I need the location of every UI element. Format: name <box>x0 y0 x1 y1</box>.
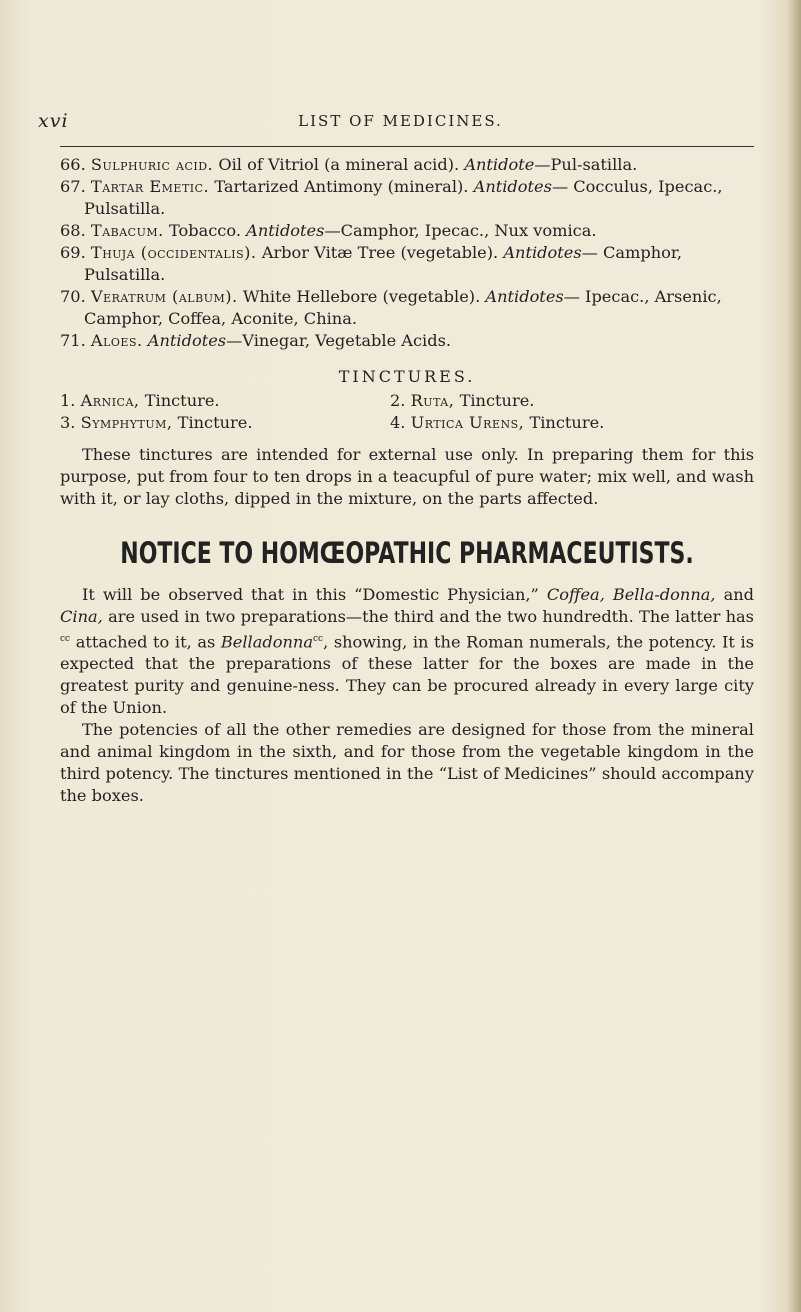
page-number: xvi <box>38 110 69 132</box>
tincture-item: 2. Ruta, Tincture. <box>390 391 535 410</box>
tincture-item: 3. Symphytum, Tincture. <box>60 413 253 432</box>
medicine-name: Aloes. <box>90 331 143 350</box>
header-rule <box>60 146 754 147</box>
page-header <box>0 108 801 134</box>
medicine-entry: 71. Aloes. Antidotes—Vinegar, Vegetable Acids. <box>60 331 452 350</box>
notice-paragraph-1: It will be observed that in this “Domestic Physician,” Coffea, Bella-donna, and Cina, are used in two preparations—the third and the two hundredth. The latter has $^{cc}$ attached to it, as Belladonna$^{cc}$, showing, in the Roman numerals, the potency. It is expected that the preparations of these latter for the boxes are made in the greatest purity and genuine-ness. They can be procured already in every large city of the Union. <box>60 585 755 718</box>
medicine-list <box>60 154 754 352</box>
medicine-entry: 70. Veratrum (album). White Hellebore (vegetable). Antidotes— Ipecac., Arsenic, Camphor, Coffea, Aconite, China. <box>60 287 722 328</box>
medicine-name: Veratrum (album). <box>90 287 238 306</box>
tincture-item: 1. Arnica, Tincture. <box>60 391 220 410</box>
notice-title: NOTICE TO HOMŒOPATHIC PHARMACEUTISTS. <box>120 537 694 572</box>
medicine-entry: 69. Thuja (occidentalis). Arbor Vitæ Tree (vegetable). Antidotes— Camphor, Pulsatilla. <box>60 243 683 284</box>
tinctures-list <box>60 390 754 434</box>
medicine-name: Tartar Emetic. <box>90 177 210 196</box>
medicine-entry: 67. Tartar Emetic. Tartarized Antimony (mineral). Antidotes— Cocculus, Ipecac., Pulsatilla. <box>60 177 723 218</box>
page-content <box>60 154 754 807</box>
medicine-entry: 68. Tabacum. Tobacco. Antidotes—Camphor, Ipecac., Nux vomica. <box>60 221 597 240</box>
medicine-name: Thuja (occidentalis). <box>90 243 257 262</box>
tincture-item: 4. Urtica Urens, Tincture. <box>390 413 605 432</box>
running-head: LIST OF MEDICINES. <box>298 112 503 130</box>
tinctures-heading: TINCTURES. <box>338 367 476 386</box>
potency-mark: cc <box>312 634 324 644</box>
page-edge <box>787 0 801 1312</box>
tinctures-note: These tinctures are intended for external use only. In preparing them for this purpose, put from four to ten drops in a teacupful of pure water; mix well, and wash with it, or lay cloths, dipped in the mixture, on the parts affected. <box>60 445 754 508</box>
medicine-entry: 66. Sulphuric acid. Oil of Vitriol (a mineral acid). Antidote—Pul-satilla. <box>60 155 638 174</box>
potency-mark: cc <box>60 634 71 644</box>
medicine-name: Tabacum. <box>90 221 164 240</box>
notice-paragraph-2: The potencies of all the other remedies are designed for those from the mineral and animal kingdom in the sixth, and for those from the vegetable kingdom in the third potency. The tinctures mentioned in the “List of Medicines” should accompany the boxes. <box>60 720 754 806</box>
medicine-name: Sulphuric acid. <box>90 155 214 174</box>
